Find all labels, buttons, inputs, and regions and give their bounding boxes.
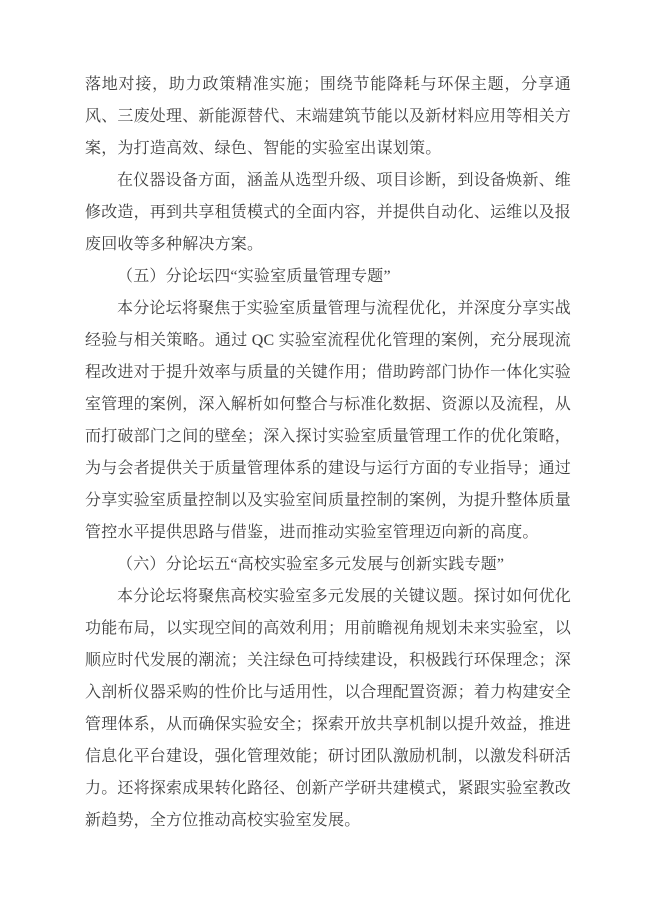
paragraph-forum-five-description: 本分论坛将聚焦高校实验室多元发展的关键议题。探讨如何优化功能布局，以实现空间的高效利用；用前瞻视角规划未来实验室，以顺应时代发展的潮流；关注绿色可持续建设，积极践行环保理念；深入剖析仪器采购的性价比与适用性，以合理配置资源；着力构建安全管理体系，从而确保实验安全；探索开放共享机制以提升效益，推进信息化平台建设，强化管理效能；研讨团队激励机制，以激发科研活力。还将探索成果转化路径、创新产学研共建模式，紧跟实验室教改新趋势，全方位推动高校实验室发展。 bbox=[85, 588, 572, 829]
section-heading-forum-four: （五）分论坛四“实验室质量管理专题” bbox=[117, 268, 391, 285]
document-body bbox=[85, 69, 571, 837]
section-heading-forum-five: （六）分论坛五“高校实验室多元发展与创新实践专题” bbox=[117, 556, 505, 573]
paragraph-forum-four-description: 本分论坛将聚焦于实验室质量管理与流程优化，并深度分享实战经验与相关策略。通过 QC 实验室流程优化管理的案例，充分展现流程改进对于提升效率与质量的关键作用；借助跨部门协作一体化实验室管理的案例，深入解析如何整合与标准化数据、资源以及流程，从而打破部门之间的壁垒；深入探讨实验室质量管理工作的优化策略，为与会者提供关于质量管理体系的建设与运行方面的专业指导；通过分享实验室质量控制以及实验室间质量控制的案例，为提升整体质量管控水平提供思路与借鉴，进而推动实验室管理迈向新的高度。 bbox=[85, 300, 572, 541]
paragraph-instrument-equipment: 在仪器设备方面，涵盖从选型升级、项目诊断，到设备焕新、维修改造，再到共享租赁模式的全面内容，并提供自动化、运维以及报废回收等多种解决方案。 bbox=[85, 172, 572, 253]
paragraph-continuation: 落地对接，助力政策精准实施；围绕节能降耗与环保主题，分享通风、三废处理、新能源替代、末端建筑节能以及新材料应用等相关方案，为打造高效、绿色、智能的实验室出谋划策。 bbox=[85, 76, 572, 157]
